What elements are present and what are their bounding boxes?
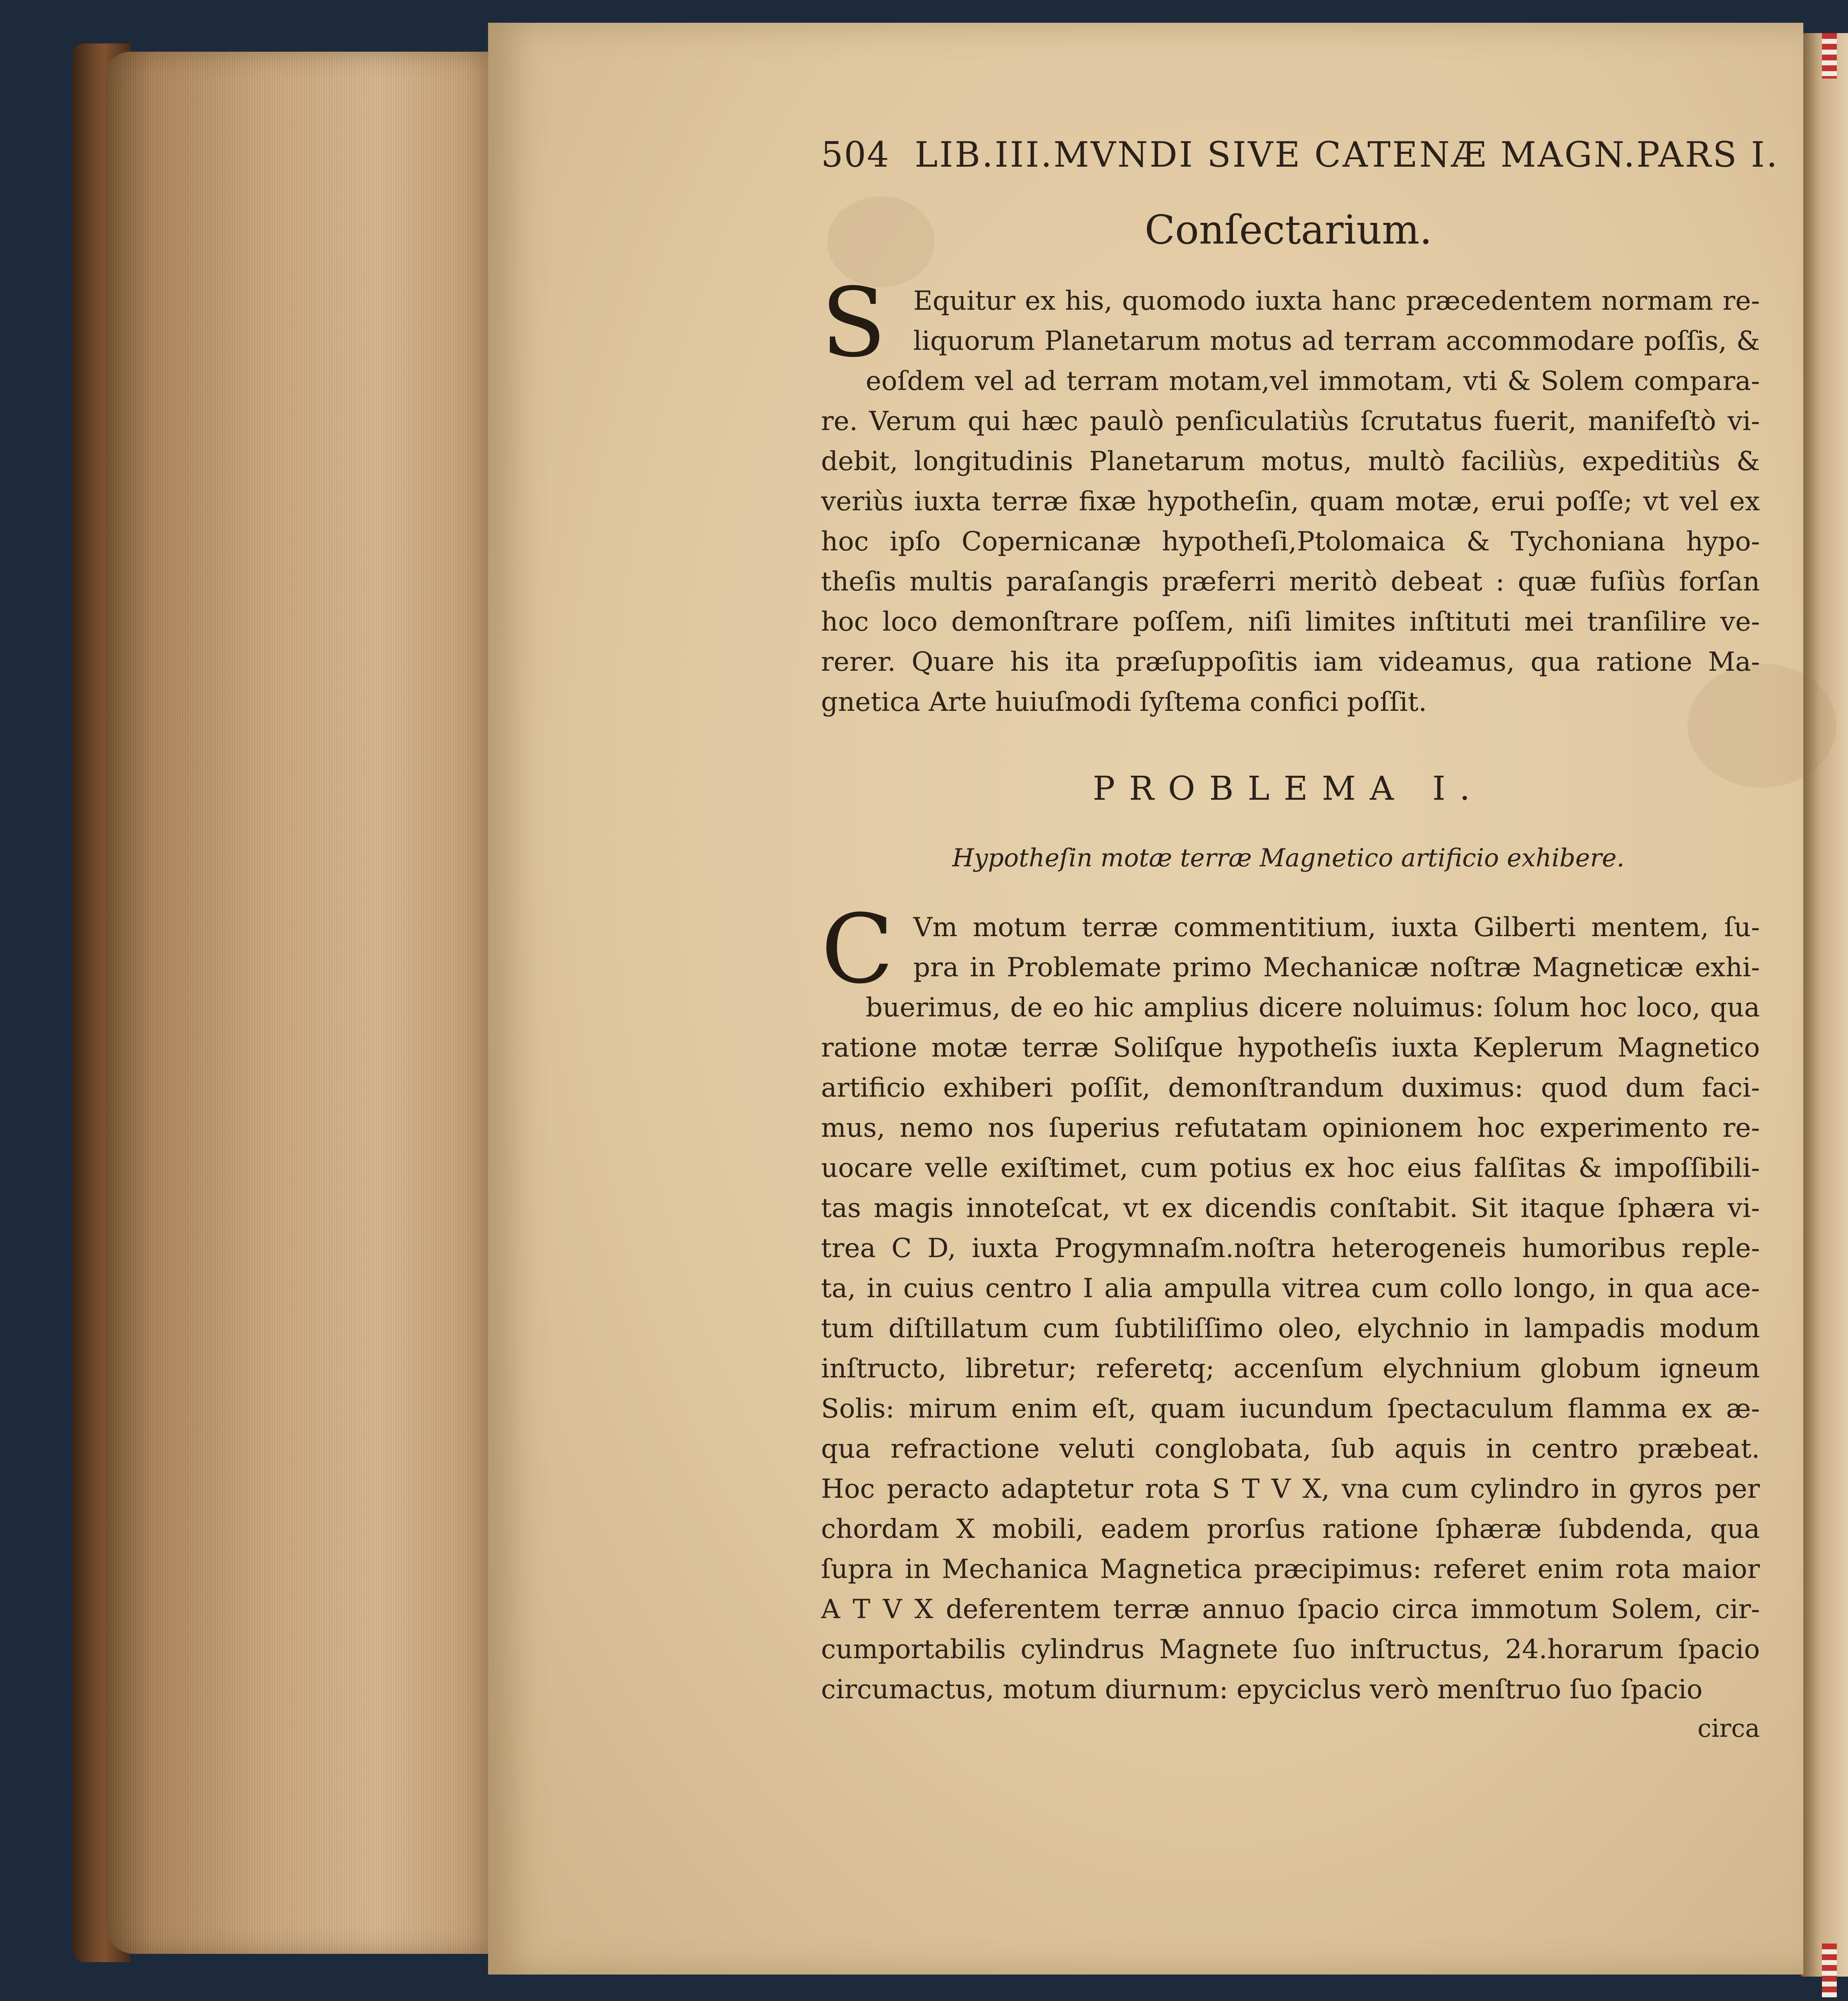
bookmark-ribbon-top [1822, 33, 1837, 79]
text-line: Vm motum terræ commentitium, iuxta Gilberti mentem, ſu- [913, 912, 1760, 943]
problem-statement: Hypotheſin motæ terræ Magnetico artificio exhibere. [952, 844, 1625, 873]
text-line: uocare velle exiſtimet, cum potius ex hoc eius falſitas & impoſſibili- [821, 1153, 1760, 1183]
text-line: hoc loco demonſtrare poſſem, niſi limites inſtituti mei tranſilire ve- [821, 607, 1760, 637]
text-line: inſtructo, libretur; referetq; accenſum elychnium globum igneum [821, 1353, 1760, 1384]
text-line: buerimus, de eo hic amplius dicere noluimus: ſolum hoc loco, qua [866, 992, 1760, 1023]
text-line: Hoc peracto adaptetur rota S T V X, vna cum cylindro in gyros per [821, 1474, 1760, 1504]
text-line: ſupra in Mechanica Magnetica præcipimus: referet enim rota maior [821, 1554, 1760, 1585]
text-line: tas magis innoteſcat, vt ex dicendis conſtabit. Sit itaque ſphæra vi- [821, 1193, 1760, 1224]
text-line: ratione motæ terræ Soliſque hypotheſis iuxta Keplerum Magnetico [821, 1033, 1760, 1063]
section-title-consectarium: Conſectarium. [1144, 207, 1432, 253]
text-line: A T V X deferentem terræ annuo ſpacio circa immotum Solem, cir- [821, 1594, 1760, 1625]
text-line: trea C D, iuxta Progymnaſm.noſtra heterogeneis humoribus reple- [821, 1233, 1760, 1264]
text-line: qua refractione veluti conglobata, ſub aquis in centro præbeat. [821, 1434, 1760, 1464]
text-line: re. Verum qui hæc paulò penſiculatiùs ſcrutatus fuerit, manifeſtò vi- [821, 406, 1760, 437]
text-line: gnetica Arte huiuſmodi ſyſtema confici poſſit. [821, 687, 1427, 717]
page-number: 504 [821, 134, 890, 175]
text-line: eoſdem vel ad terram motam,vel immotam, vti & Solem compara- [866, 366, 1760, 397]
running-head: LIB.III.MVNDI SIVE CATENÆ MAGN.PARS I. [914, 134, 1779, 175]
text-line: cumportabilis cylindrus Magnete ſuo inſtructus, 24.horarum ſpacio [821, 1634, 1760, 1665]
paragraph-consectarium [821, 268, 1760, 722]
text-line: theſis multis paraſangis præferri meritò debeat : quæ fuſiùs forſan [821, 567, 1760, 597]
text-line: circumactus, motum diurnum: epyciclus verò menſtruo ſuo ſpacio [821, 1674, 1703, 1705]
section-title-problema: PROBLEMA I. [1092, 769, 1484, 808]
page-edges [105, 52, 496, 1954]
text-line: ta, in cuius centro I alia ampulla vitrea cum collo longo, in qua ace- [821, 1273, 1760, 1304]
text-line: artificio exhiberi poſſit, demonſtrandum duximus: quod dum faci- [821, 1073, 1760, 1103]
bookmark-ribbon-bottom [1822, 1944, 1837, 1997]
paragraph-lines [821, 894, 1760, 1710]
page-header [821, 134, 1779, 175]
paragraph-lines [821, 268, 1760, 722]
text-line: Solis: mirum enim eſt, quam iucundum ſpectaculum flamma ex æ- [821, 1394, 1760, 1424]
next-page-edge [1801, 33, 1848, 1977]
text-line: pra in Problemate primo Mechanicæ noſtræ Magneticæ exhi- [913, 952, 1760, 983]
text-line: tum diſtillatum cum ſubtiliſſimo oleo, elychnio in lampadis modum [821, 1313, 1760, 1344]
catchword: circa [1697, 1714, 1760, 1743]
text-line: hoc ipſo Copernicanæ hypotheſi,Ptolomaica & Tychoniana hypo- [821, 526, 1760, 557]
text-line: chordam X mobili, eadem prorſus ratione ſphæræ ſubdenda, qua [821, 1514, 1760, 1544]
text-line: veriùs iuxta terræ fixæ hypotheſin, quam motæ, erui poſſe; vt vel ex [821, 486, 1760, 517]
drop-cap-c: C [821, 894, 894, 1005]
text-line: liquorum Planetarum motus ad terram accommodare poſſis, & [913, 326, 1760, 356]
drop-cap-s: S [821, 268, 886, 378]
text-line: Equitur ex his, quomodo iuxta hanc præcedentem normam re- [913, 286, 1760, 316]
text-line: mus, nemo nos ſuperius refutatam opinionem hoc experimento re- [821, 1113, 1760, 1143]
paragraph-problema [821, 894, 1760, 1710]
text-line: debit, longitudinis Planetarum motus, multò faciliùs, expeditiùs & [821, 446, 1760, 477]
text-line: rerer. Quare his ita præſuppoſitis iam videamus, qua ratione Ma- [821, 647, 1760, 677]
